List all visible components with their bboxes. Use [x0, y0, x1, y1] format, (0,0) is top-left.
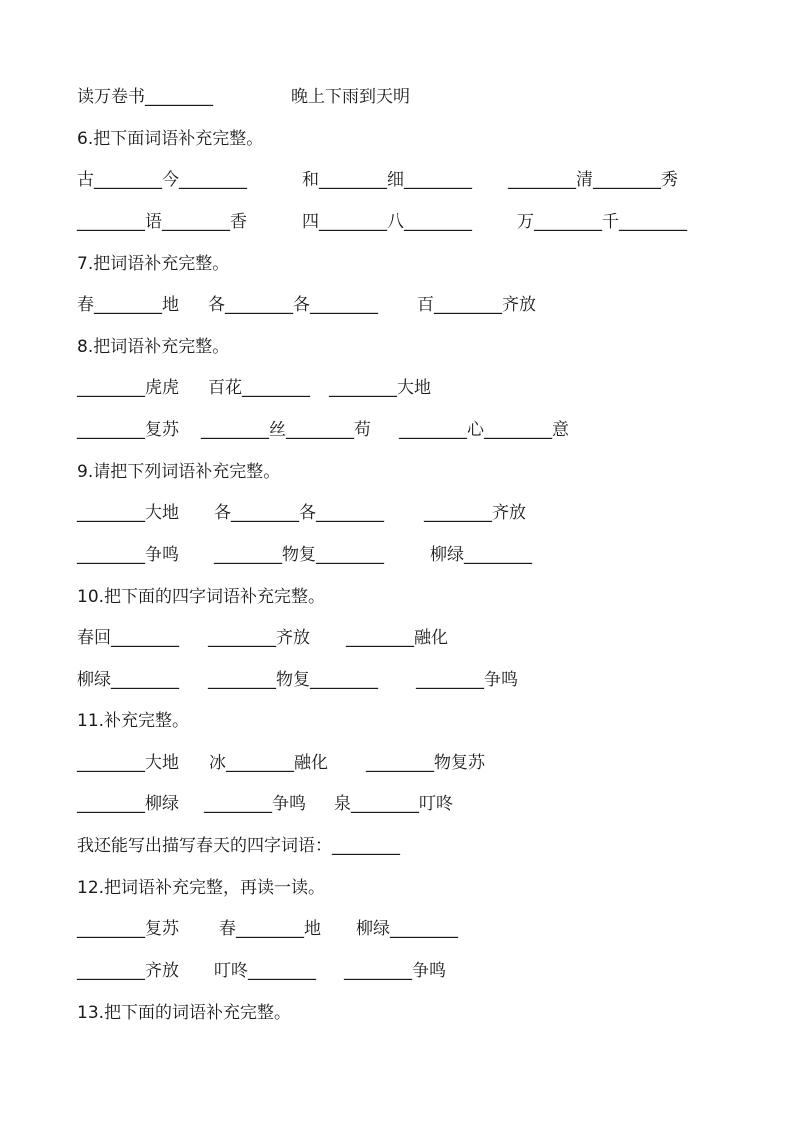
question-11-row-2	[0, 792, 794, 816]
phrase-blank: ________清________秀	[508, 170, 678, 190]
question-6-row-1	[0, 168, 794, 192]
question-11-heading	[0, 709, 794, 733]
phrase-blank: ________争鸣	[204, 794, 306, 814]
question-10-row-2	[0, 668, 794, 692]
question-12-heading	[0, 876, 794, 900]
question-13-heading	[0, 1001, 794, 1025]
phrase-blank: 百________齐放	[417, 295, 536, 315]
phrase-blank: ________大地	[329, 378, 431, 398]
phrase-blank: 柳绿________	[77, 670, 179, 690]
question-6-heading	[0, 127, 794, 151]
phrase-blank: ________大地	[77, 503, 179, 523]
phrase-blank: ________齐放	[208, 628, 310, 648]
phrase-blank: 春________地	[77, 295, 179, 315]
question-title: 8.把词语补充完整。	[77, 337, 230, 357]
question-10-row-1	[0, 626, 794, 650]
phrase-blank: ________大地	[77, 753, 179, 773]
phrase-blank: 春________地	[219, 919, 321, 939]
phrase-blank: 百花________	[208, 378, 310, 398]
phrase-blank: ________语________香	[77, 212, 247, 232]
phrase-blank: ________虎虎	[77, 378, 179, 398]
question-8-row-2	[0, 418, 794, 442]
phrase-blank: 叮咚________	[214, 961, 316, 981]
question-11-row-1	[0, 751, 794, 775]
phrase-blank: ________丝________苟	[201, 420, 371, 440]
phrase-blank: 冰________融化	[209, 753, 328, 773]
phrase: 晚上下雨到天明	[291, 87, 410, 107]
phrase-blank: ________物复________	[214, 545, 384, 565]
question-7-heading	[0, 252, 794, 276]
question-9-heading	[0, 460, 794, 484]
phrase-blank: 各________各________	[214, 503, 384, 523]
question-10-heading	[0, 585, 794, 609]
phrase-blank: 古________今________	[77, 170, 247, 190]
question-6-row-2	[0, 210, 794, 234]
phrase-blank: 柳绿________	[430, 545, 532, 565]
phrase-blank: ________物复苏	[366, 753, 485, 773]
phrase-blank: ________复苏	[77, 919, 179, 939]
phrase-blank: ________复苏	[77, 420, 179, 440]
phrase-blank: 柳绿________	[356, 919, 458, 939]
question-title: 7.把词语补充完整。	[77, 254, 230, 274]
question-7-row-1	[0, 293, 794, 317]
text-line-1	[0, 85, 794, 109]
phrase-blank: ________物复________	[208, 670, 378, 690]
question-title: 12.把词语补充完整，再读一读。	[77, 878, 326, 898]
question-title: 11.补充完整。	[77, 711, 190, 731]
question-12-row-2	[0, 959, 794, 983]
question-12-row-1	[0, 917, 794, 941]
question-8-row-1	[0, 376, 794, 400]
phrase-blank: ________争鸣	[416, 670, 518, 690]
question-title: 13.把下面的词语补充完整。	[77, 1003, 292, 1023]
phrase-blank: ________齐放	[424, 503, 526, 523]
question-title: 6.把下面词语补充完整。	[77, 129, 264, 149]
phrase-blank: 万________千________	[517, 212, 687, 232]
phrase-blank: 泉________叮咚	[334, 794, 453, 814]
phrase-blank: 读万卷书________	[77, 87, 213, 107]
question-9-row-1	[0, 501, 794, 525]
phrase-blank: ________齐放	[77, 961, 179, 981]
question-8-heading	[0, 335, 794, 359]
phrase-blank: ________争鸣	[344, 961, 446, 981]
question-9-row-2	[0, 543, 794, 567]
phrase-blank: ________融化	[346, 628, 448, 648]
phrase-blank: 和________细________	[302, 170, 472, 190]
phrase-blank: 春回________	[77, 628, 179, 648]
phrase-blank: ________争鸣	[77, 545, 179, 565]
phrase-blank: 我还能写出描写春天的四字词语：________	[77, 836, 400, 856]
question-title: 10.把下面的四字词语补充完整。	[77, 587, 326, 607]
phrase-blank: 各________各________	[208, 295, 378, 315]
question-title: 9.请把下列词语补充完整。	[77, 462, 281, 482]
phrase-blank: 四________八________	[302, 212, 472, 232]
phrase-blank: ________心________意	[399, 420, 569, 440]
phrase-blank: ________柳绿	[77, 794, 179, 814]
question-11-extra	[0, 834, 794, 858]
